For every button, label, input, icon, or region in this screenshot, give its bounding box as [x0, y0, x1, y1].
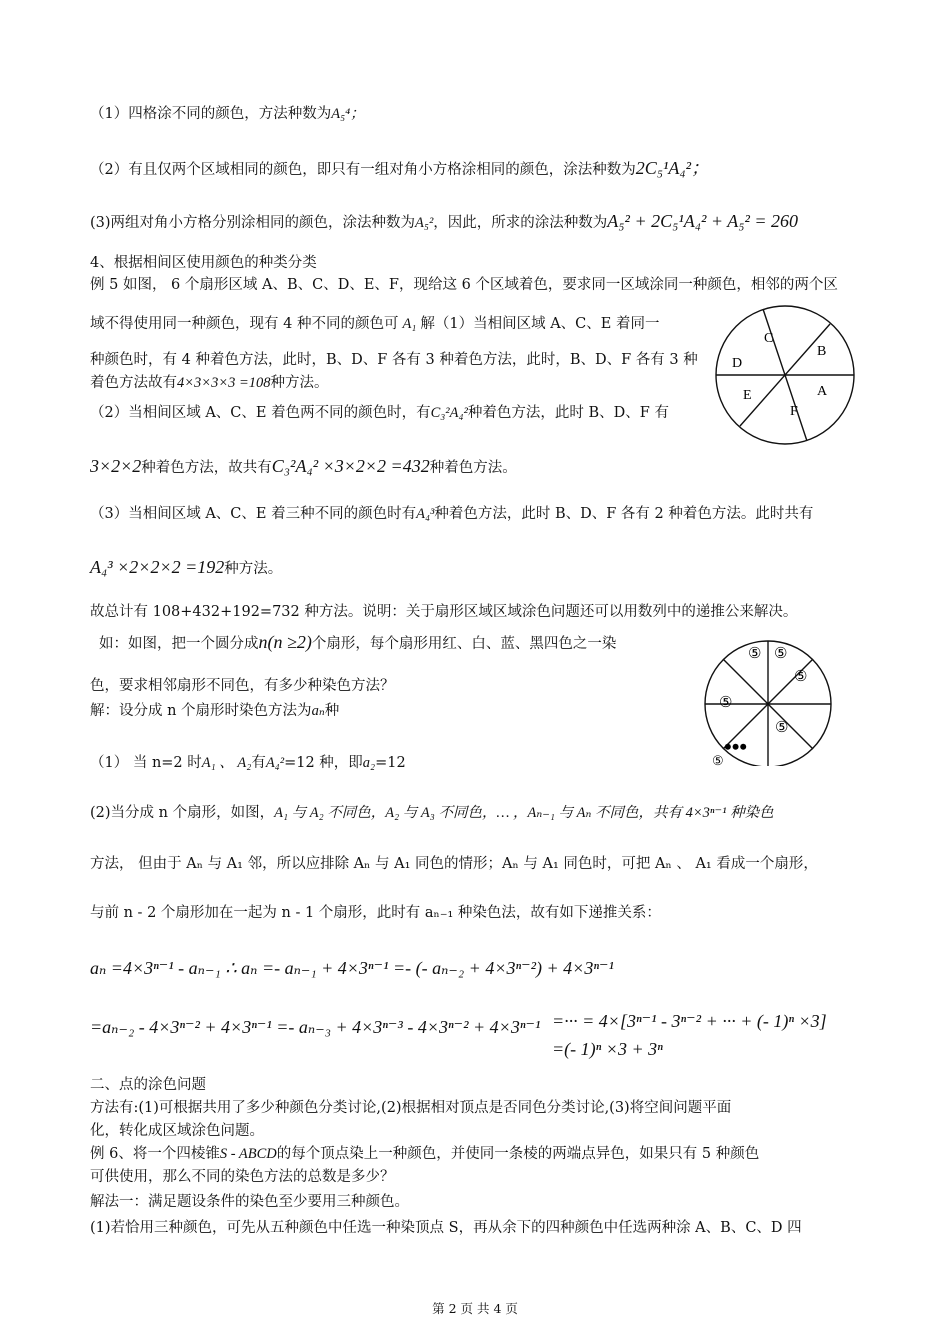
- formula: a₂: [362, 755, 376, 771]
- method-line-2: 化，转化成区域涂色问题。: [90, 1123, 264, 1139]
- example-6-line-2: 可供使用，那么不同的染色方法的总数是多少？: [90, 1169, 395, 1185]
- text: 有: [251, 755, 266, 771]
- example-5-line-2: [90, 313, 659, 335]
- formula: A₄²: [265, 755, 285, 771]
- text: 着色方法故有: [90, 375, 177, 391]
- text: （1）四格涂不同的颜色，方法种数为: [90, 106, 332, 122]
- exercise-line-2: 色，要求相邻扇形不同色，有多少种染色方法？: [90, 678, 395, 694]
- text: (2)当分成 n 个扇形，如图，: [90, 805, 275, 821]
- text: 种着色方法，故共有: [141, 460, 272, 476]
- formula: S - ABCD: [219, 1146, 277, 1162]
- formula: n(n ≥2): [258, 632, 312, 652]
- text: 域不得使用同一种颜色，现有 4 种不同的颜色可: [90, 316, 399, 332]
- page-footer: 第 2 页 共 4 页: [432, 1301, 518, 1316]
- formula: A₅⁴；: [331, 106, 365, 122]
- ellipsis-dots: •••: [724, 734, 748, 759]
- formula: 4×3×3×3 =108: [177, 375, 271, 391]
- sector-label-2: ⑤: [774, 646, 788, 662]
- paragraph-2-line-2: 方法， 但由于 Aₙ 与 A₁ 邻，所以应排除 Aₙ 与 A₁ 同色的情形；Aₙ 与 A₁ 同色时，可把 Aₙ 、 A₁ 看成一个扇形，: [90, 856, 818, 872]
- exercise-line-1: [99, 631, 616, 655]
- text: 种着色方法。: [429, 460, 517, 476]
- text: （3）当相间区域 A、C、E 着三种不同的颜色时有: [90, 506, 417, 522]
- sector-figure-2: [702, 640, 834, 766]
- example-5-line-3: 种颜色时，有 4 种着色方法，此时，B、D、F 各有 3 种着色方法，此时，B、D、F 各有 3 种: [90, 352, 698, 368]
- sector-label-4: ⑤: [719, 695, 733, 711]
- sector-label-d: D: [732, 356, 743, 371]
- paragraph-2-line-1: [90, 802, 774, 824]
- sector-label-f: F: [790, 404, 798, 419]
- formula: C₃²A₄²: [430, 405, 468, 421]
- example-6-line-3: 解法一：满足题设条件的染色至少要用三种颜色。: [90, 1194, 409, 1210]
- line-3: [90, 210, 798, 234]
- formula: 3×2×2: [90, 456, 142, 476]
- example-5-line-7: [90, 503, 813, 525]
- example-5-line-1: 例 5 如图， 6 个扇形区域 A、B、C、D、E、F，现给这 6 个区域着色，要求同一区域涂同一种颜色，相邻的两个区: [90, 277, 838, 293]
- text: ，因此，所求的涂法种数为: [433, 215, 608, 231]
- formula: aₙ: [311, 703, 325, 719]
- text: 解（1）当相间区域 A、C、E 着同一: [420, 316, 660, 332]
- formula-line-2: =aₙ₋₂ - 4×3ⁿ⁻² + 4×3ⁿ⁻¹ =- aₙ₋₃ + 4×3ⁿ⁻³ - 4×3ⁿ⁻² + 4×3ⁿ⁻¹: [90, 1017, 541, 1037]
- text: 种方法。: [270, 375, 329, 391]
- formula: C₃²A₄² ×3×2×2 =432: [271, 456, 430, 476]
- section-heading: 4、根据相间区使用颜色的种类分类: [90, 255, 317, 271]
- text: 种着色方法，此时 B、D、F 各有 2 种着色方法。此时共有: [434, 506, 814, 522]
- formula: A₁: [402, 316, 417, 332]
- sector-label-3: ⑤: [794, 669, 808, 685]
- text: （1） 当 n=2 时: [90, 755, 202, 771]
- method-line-1: 方法有:(1)可根据共用了多少种颜色分类讨论,(2)根据相对顶点是否同色分类讨论,(3)将空间问题平面: [90, 1100, 732, 1116]
- text: 的每个顶点染上一种颜色，并使同一条棱的两端点异色，如果只有 5 种颜色: [276, 1146, 760, 1162]
- formula: A₄³ ×2×2×2 =192: [90, 557, 225, 577]
- exercise-line-3: [90, 700, 339, 722]
- text: 种: [324, 703, 340, 719]
- example-5-line-4: [90, 372, 329, 394]
- sector-label-c: C: [764, 331, 774, 346]
- text: (3)两组对角小方格分别涂相同的颜色，涂法种数为: [90, 215, 416, 231]
- text: 种方法。: [224, 561, 283, 577]
- example-5-line-5: [90, 402, 669, 424]
- text: 种着色方法，此时 B、D、F 有: [467, 405, 669, 421]
- sector-label-5: ⑤: [775, 720, 789, 736]
- exercise-line-4: [90, 752, 406, 774]
- text: 个扇形，每个扇形用红、白、蓝、黑四色之一染: [311, 636, 617, 652]
- sector-label-b: B: [817, 344, 827, 359]
- sector-figure-1: [714, 304, 856, 446]
- formula: A₄³: [416, 506, 435, 522]
- sector-label-a: A: [817, 384, 828, 399]
- example-5-line-6: [90, 455, 517, 479]
- text: 如：如图，把一个圆分成: [99, 636, 259, 652]
- example-5-line-8: [90, 556, 282, 580]
- text: （2）当相间区域 A、C、E 着色两不同的颜色时，有: [90, 405, 431, 421]
- formula: A₁ 与 A₂ 不同色，A₂ 与 A₃ 不同色，… ，Aₙ₋₁ 与 Aₙ 不同色，共有 4×3ⁿ⁻¹ 种染色: [274, 805, 774, 821]
- text: 解：设分成 n 个扇形时染色方法为: [90, 703, 312, 719]
- section-heading-2: 二、点的涂色问题: [90, 1077, 206, 1093]
- example-6-line-4: (1)若恰用三种颜色，可先从五种颜色中任选一种染顶点 S，再从余下的四种颜色中任选两种涂 A、B、C、D 四: [90, 1220, 802, 1236]
- formula: A₁ 、 A₂: [201, 755, 252, 771]
- example-6-line-1: [90, 1143, 759, 1165]
- example-5-line-9: 故总计有 108+432+192=732 种方法。说明：关于扇形区域区域涂色问题还可以用数列中的递推公来解决。: [90, 604, 798, 620]
- text: =12: [375, 755, 406, 771]
- text: =12 种，即: [284, 755, 363, 771]
- formula: A₅²: [415, 215, 434, 231]
- formula-line-1: aₙ =4×3ⁿ⁻¹ - aₙ₋₁ ∴ aₙ =- aₙ₋₁ + 4×3ⁿ⁻¹ =- (- aₙ₋₂ + 4×3ⁿ⁻²) + 4×3ⁿ⁻¹: [90, 958, 614, 978]
- paragraph-2-line-3: 与前 n - 2 个扇形加在一起为 n - 1 个扇形，此时有 aₙ₋₁ 种染色法，故有如下递推关系：: [90, 905, 661, 921]
- sector-label-e: E: [743, 388, 752, 403]
- formula-line-2b: =··· = 4×[3ⁿ⁻¹ - 3ⁿ⁻² + ··· + (- 1)ⁿ ×3]: [552, 1011, 827, 1031]
- text: （2）有且仅两个区域相同的颜色，即只有一组对角小方格涂相同的颜色，涂法种数为: [90, 162, 636, 178]
- line-2: [90, 157, 709, 181]
- sector-label-1: ⑤: [748, 646, 762, 662]
- text: 例 6、将一个四棱锥: [90, 1146, 220, 1162]
- formula: A₅² + 2C₅¹A₄² + A₅² = 260: [607, 211, 799, 231]
- line-1: [90, 103, 365, 125]
- formula: 2C₅¹A₄²；: [635, 158, 710, 178]
- formula-line-2c: =(- 1)ⁿ ×3 + 3ⁿ: [552, 1039, 663, 1059]
- sector-label-6: ⑤: [712, 753, 724, 766]
